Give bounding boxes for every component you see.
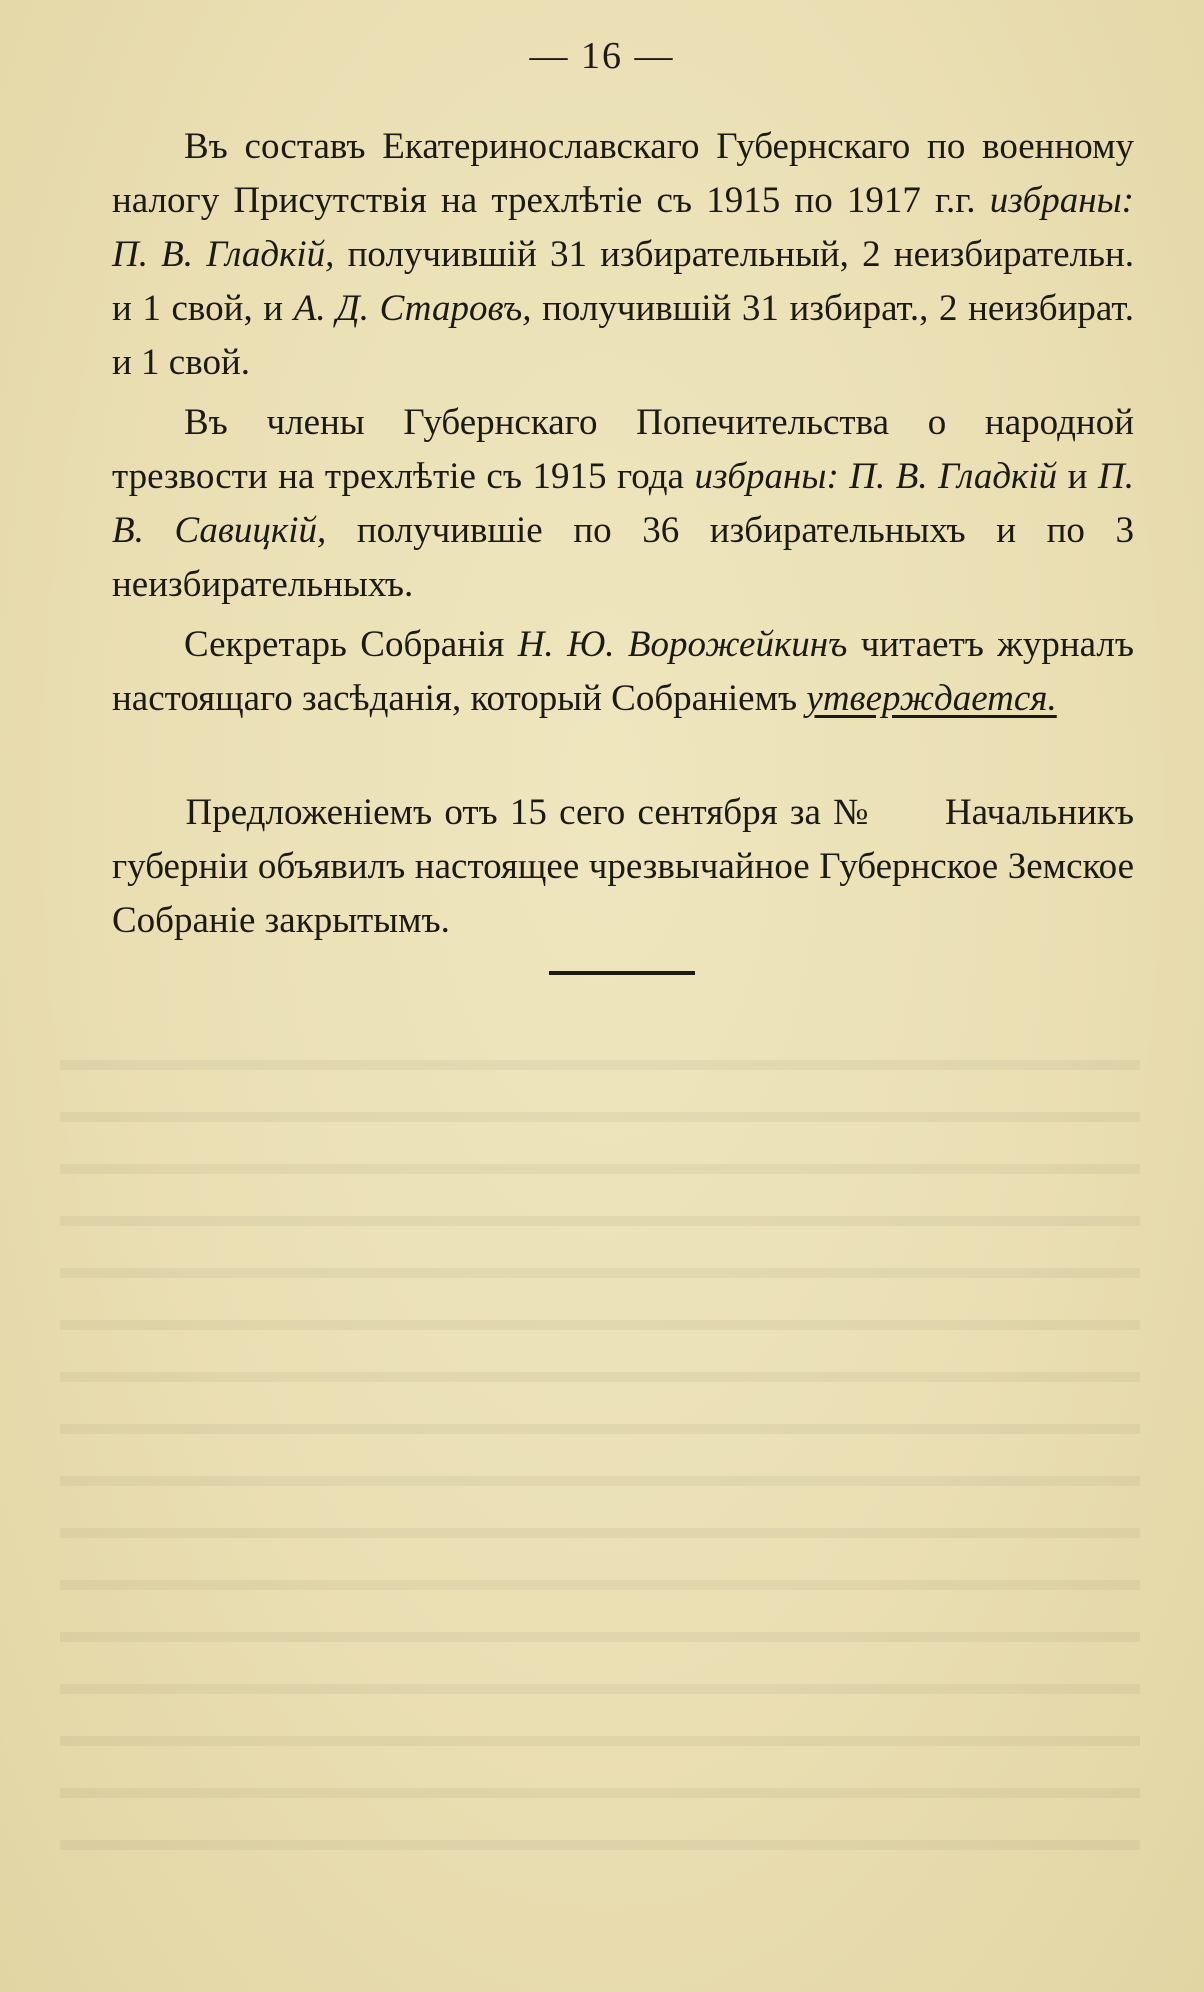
body-text xyxy=(112,120,1144,1008)
text-run: Секретарь Собранія xyxy=(184,624,518,665)
text-run: получившіе по 36 избирательныхъ и по 3 неизбирательныхъ. xyxy=(112,510,1134,605)
text-run: Въ составъ Екатеринославскаго Губернскаго по военному налогу Присутствія на трехлѣтіе съ 1915 по 1917 г.г. xyxy=(112,126,1134,221)
end-rule xyxy=(549,971,695,975)
text-run-italic: избраны: П. В. Гладкій, xyxy=(112,180,1134,275)
text-run: получившій 31 избирательный, 2 неизбирательн. и 1 свой, и xyxy=(112,234,1134,329)
paragraph xyxy=(112,618,1134,726)
text-run: читаетъ журналъ настоящаго засѣданія, который Собраніемъ xyxy=(112,624,1134,719)
text-run-italic: Н. Ю. Ворожейкинъ xyxy=(517,624,848,665)
text-run-italic: А. Д. Старовъ, xyxy=(293,288,532,329)
text-run: Въ члены Губернскаго Попечительства о народной трезвости на трехлѣтіе съ 1915 года xyxy=(112,402,1134,497)
text-run-italic: П. В. Савицкій, xyxy=(112,456,1134,551)
text-run: Предложеніемъ отъ 15 сего сентября за № Начальникъ губерніи объявилъ настоящее чрезвычайное Губернское Земское Собраніе закрытымъ. xyxy=(112,792,1144,941)
text-run-underlined: утверждается. xyxy=(806,678,1057,719)
page-number: — 16 — xyxy=(529,35,675,77)
text-run-italic: избраны: П. В. Гладкій xyxy=(694,456,1058,497)
text-run: получившій 31 избират., 2 неизбират. и 1 свой. xyxy=(112,288,1134,383)
paragraph xyxy=(112,732,1144,1002)
paragraph xyxy=(112,396,1134,612)
paragraph xyxy=(112,120,1134,390)
show-through-texture xyxy=(60,1030,1140,1890)
text-run: и xyxy=(1057,456,1099,497)
